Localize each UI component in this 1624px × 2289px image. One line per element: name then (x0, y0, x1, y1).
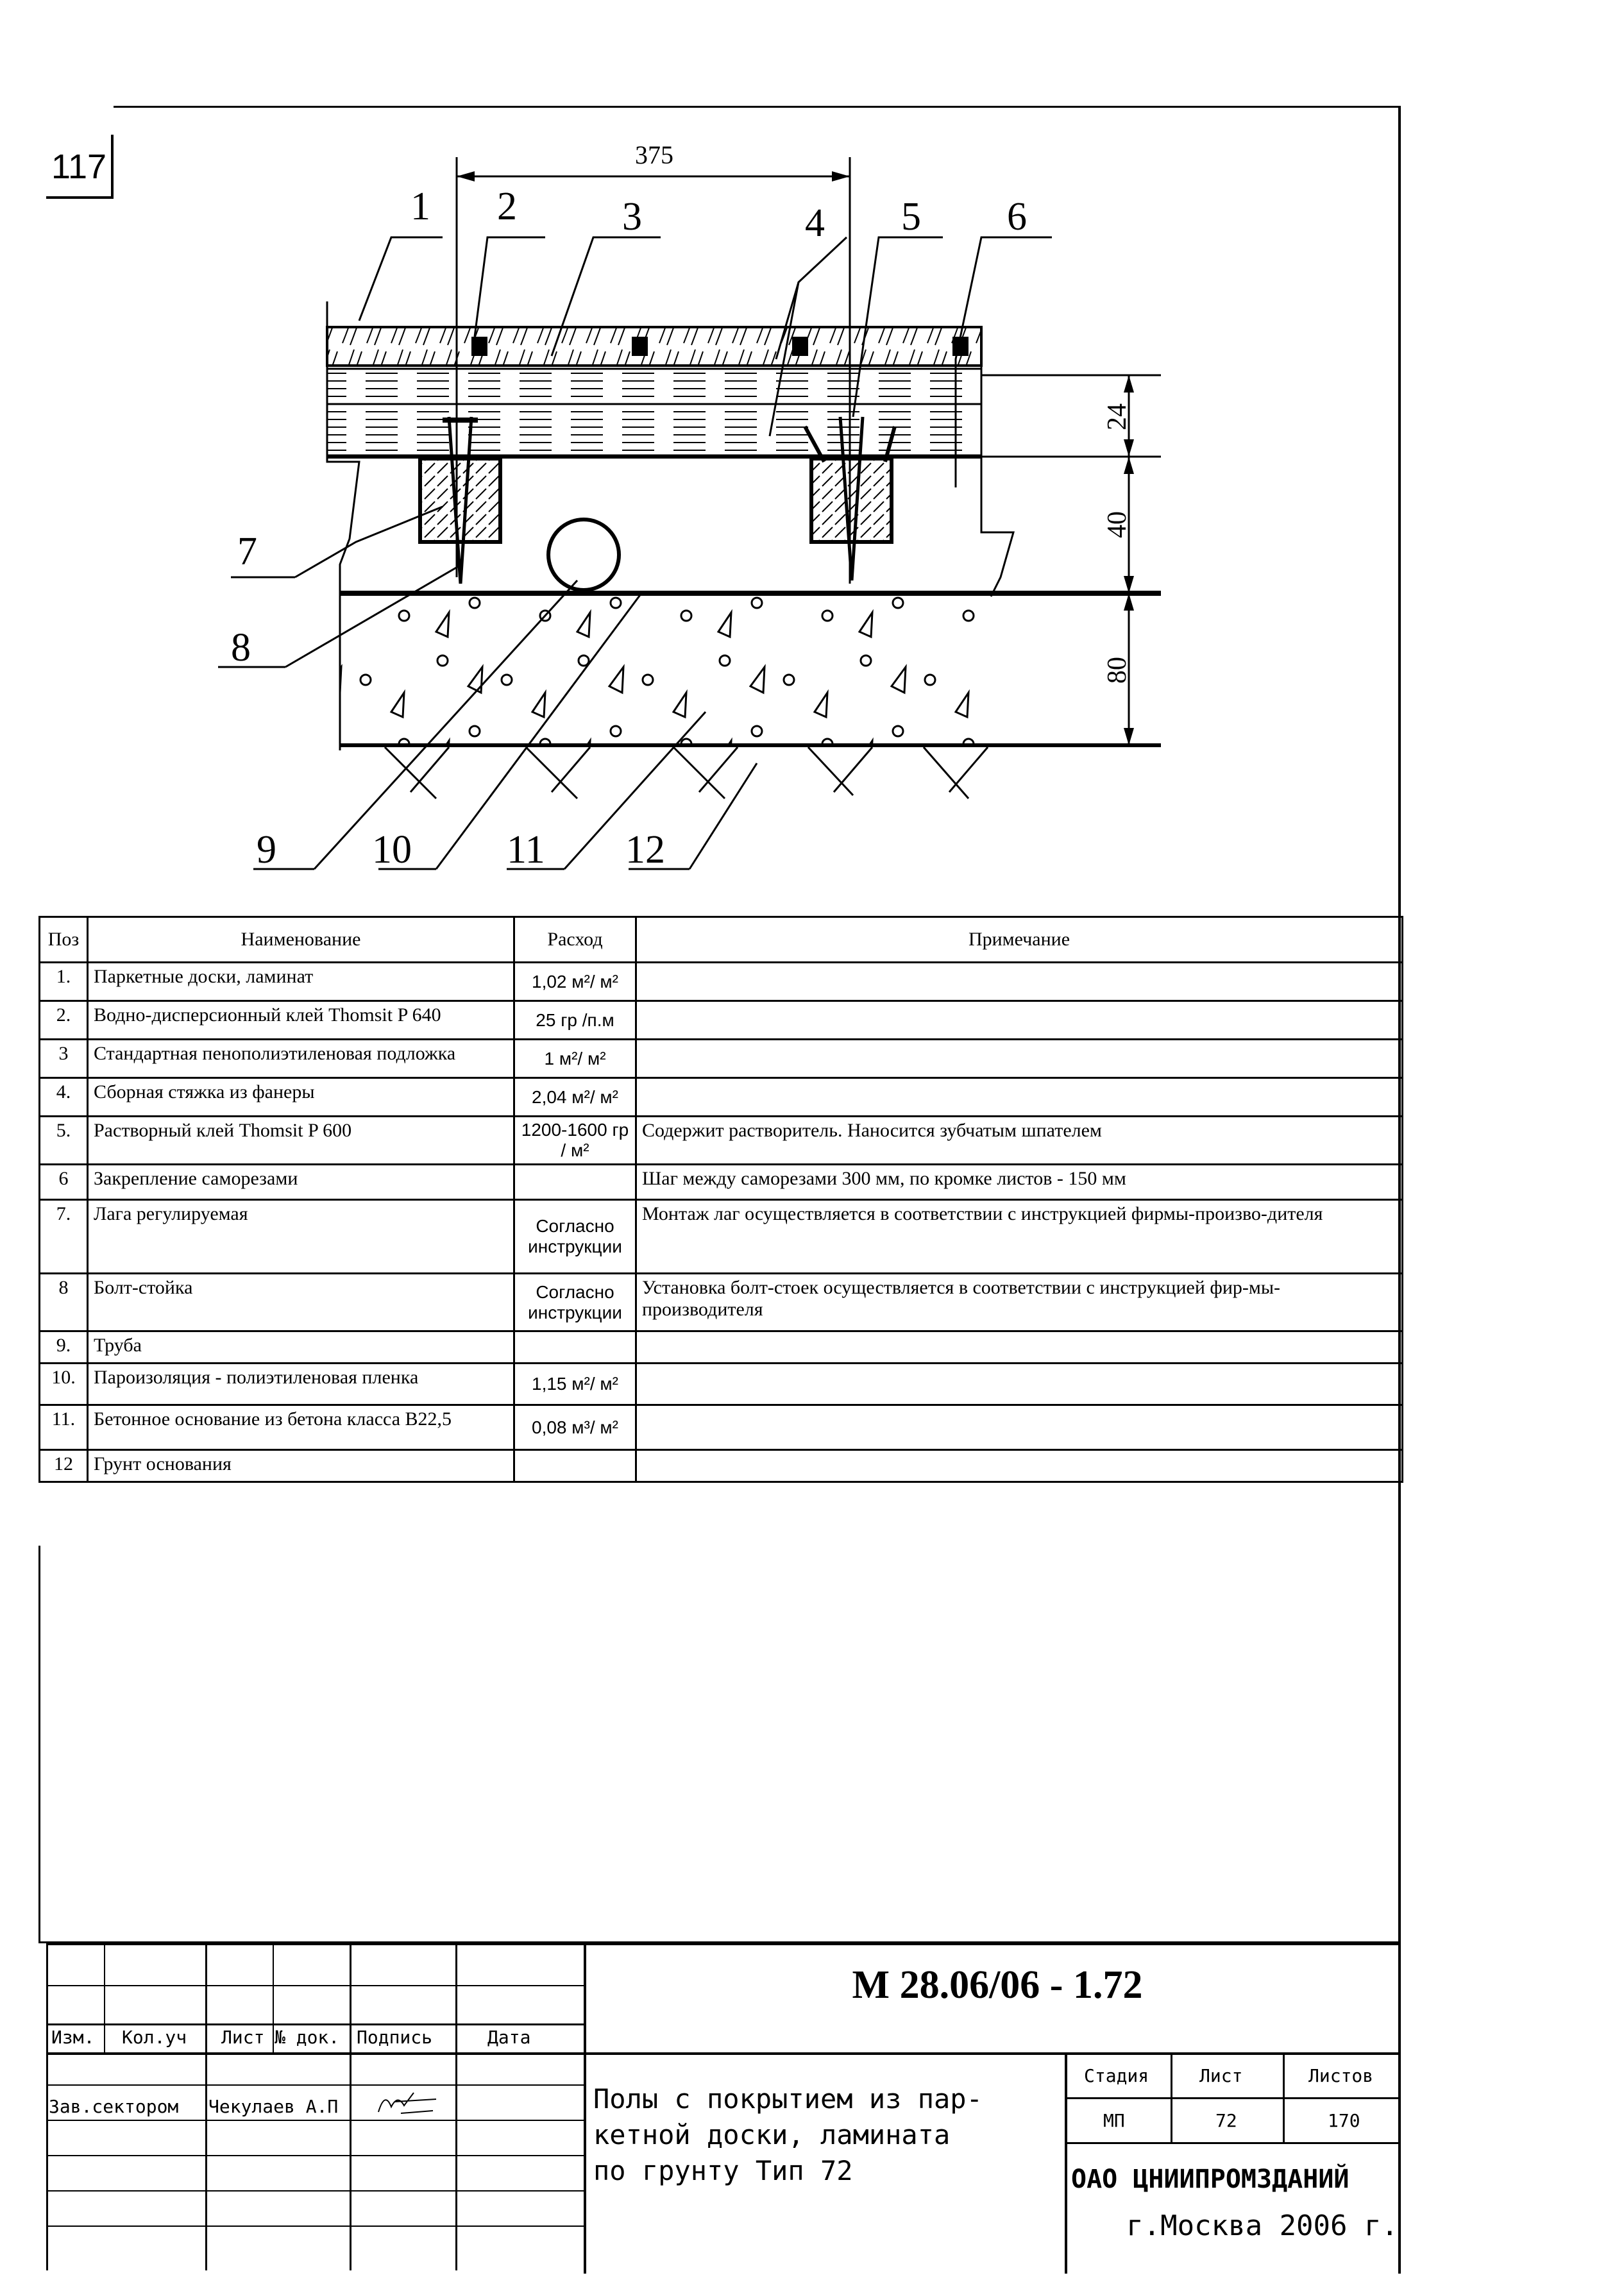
stage-label: Стадия (1084, 2065, 1149, 2086)
cell-note: Установка болт-стоек осуществляется в соответствии с инструкцией фир-мы-производителя (636, 1274, 1403, 1331)
callout-9: 9 (257, 828, 276, 872)
cell-note (636, 1040, 1403, 1078)
cell-qty: 25 гр /п.м (514, 1001, 636, 1040)
callout-1: 1 (410, 185, 430, 228)
cell-name: Труба (88, 1331, 514, 1364)
table-row (40, 963, 1403, 1001)
cell-name: Растворный клей Thomsit P 600 (88, 1117, 514, 1165)
sheet-number: 117 (46, 135, 114, 199)
callout-12: 12 (625, 828, 665, 872)
cell-name: Паркетные доски, ламинат (88, 963, 514, 1001)
table-row (40, 1078, 1403, 1117)
callout-11: 11 (507, 828, 545, 872)
cell-note (636, 1450, 1403, 1482)
specification-table (38, 916, 1403, 1483)
cell-note (636, 1331, 1403, 1364)
col-list: Лист (221, 2027, 265, 2048)
cell-name: Закрепление саморезами (88, 1165, 514, 1200)
header-note: Примечание (636, 917, 1403, 963)
col-kol-uch: Кол.уч (122, 2027, 187, 2048)
cell-name: Сборная стяжка из фанеры (88, 1078, 514, 1117)
cell-qty: 1,02 м²/ м² (514, 963, 636, 1001)
cell-pos: 2. (40, 1001, 88, 1040)
person-name: Чекулаев А.П (208, 2096, 339, 2117)
header-qty: Расход (514, 917, 636, 963)
cell-qty (514, 1165, 636, 1200)
cell-name: Лага регулируемая (88, 1200, 514, 1274)
callout-7: 7 (237, 530, 257, 573)
dim-40: 40 (1103, 511, 1132, 538)
cell-note: Шаг между саморезами 300 мм, по кромке листов - 150 мм (636, 1165, 1403, 1200)
cell-pos: 12 (40, 1450, 88, 1482)
role-label: Зав.сектором (49, 2096, 179, 2117)
cell-name: Стандартная пенополиэтиленовая подложка (88, 1040, 514, 1078)
cell-note: Содержит растворитель. Наносится зубчатым шпателем (636, 1117, 1403, 1165)
signature-mark (375, 2088, 439, 2116)
dim-24: 24 (1103, 403, 1132, 430)
cell-qty: 2,04 м²/ м² (514, 1078, 636, 1117)
callout-4: 4 (805, 201, 825, 245)
col-signature: Подпись (357, 2027, 433, 2048)
table-empty-area (38, 1546, 1400, 1943)
table-row (40, 1001, 1403, 1040)
callout-6: 6 (1007, 195, 1027, 239)
sheet-label: Лист (1199, 2065, 1243, 2086)
table-row (40, 1040, 1403, 1078)
dim-375: 375 (635, 140, 673, 169)
table-row (40, 1200, 1403, 1274)
cell-pos: 10. (40, 1364, 88, 1405)
sheets-label: Листов (1308, 2065, 1374, 2086)
cell-pos: 4. (40, 1078, 88, 1117)
cell-note (636, 1364, 1403, 1405)
col-doc: № док. (275, 2027, 340, 2048)
header-name: Наименование (88, 917, 514, 963)
callout-3: 3 (622, 195, 642, 239)
cell-qty: 1200-1600 гр / м² (514, 1117, 636, 1165)
cell-qty (514, 1450, 636, 1482)
cell-pos: 9. (40, 1331, 88, 1364)
cell-pos: 3 (40, 1040, 88, 1078)
cell-qty: 1,15 м²/ м² (514, 1364, 636, 1405)
cell-name: Бетонное основание из бетона класса В22,5 (88, 1405, 514, 1450)
cell-name: Водно-дисперсионный клей Thomsit P 640 (88, 1001, 514, 1040)
col-izm: Изм. (51, 2027, 95, 2048)
col-date: Дата (487, 2027, 531, 2048)
table-row (40, 1117, 1403, 1165)
sheets-value: 170 (1328, 2110, 1360, 2131)
cell-pos: 11. (40, 1405, 88, 1450)
cell-note (636, 963, 1403, 1001)
callout-10: 10 (372, 828, 412, 872)
callout-2: 2 (497, 185, 517, 228)
drawing-title: Полы с покрытием из пар- кетной доски, ламината по грунту Тип 72 (593, 2083, 983, 2186)
dim-80: 80 (1103, 657, 1132, 684)
cell-qty: 1 м²/ м² (514, 1040, 636, 1078)
cell-qty: Согласно инструкции (514, 1274, 636, 1331)
organization: ОАО ЦНИИПРОМЗДАНИЙ (1071, 2165, 1349, 2194)
header-pos: Поз (40, 917, 88, 963)
cell-note (636, 1405, 1403, 1450)
cell-pos: 1. (40, 963, 88, 1001)
cell-pos: 7. (40, 1200, 88, 1274)
cell-qty (514, 1331, 636, 1364)
callout-8: 8 (231, 626, 251, 670)
table-row (40, 1405, 1403, 1450)
cell-name: Болт-стойка (88, 1274, 514, 1331)
table-row (40, 1364, 1403, 1405)
table-row (40, 1331, 1403, 1364)
callout-5: 5 (901, 195, 921, 239)
stage-value: МП (1103, 2110, 1125, 2131)
cell-qty: Согласно инструкции (514, 1200, 636, 1274)
cell-qty: 0,08 м³/ м² (514, 1405, 636, 1450)
floor-section-drawing (0, 0, 1624, 911)
sheet-value: 72 (1215, 2110, 1237, 2131)
table-row (40, 1274, 1403, 1331)
cell-pos: 8 (40, 1274, 88, 1331)
cell-pos: 5. (40, 1117, 88, 1165)
table-header-row (40, 917, 1403, 963)
cell-pos: 6 (40, 1165, 88, 1200)
cell-note: Монтаж лаг осуществляется в соответствии с инструкцией фирмы-произво-дителя (636, 1200, 1403, 1274)
cell-note (636, 1078, 1403, 1117)
table-body (40, 963, 1403, 1482)
cell-note (636, 1001, 1403, 1040)
cell-name: Грунт основания (88, 1450, 514, 1482)
table-row (40, 1165, 1403, 1200)
cell-name: Пароизоляция - полиэтиленовая пленка (88, 1364, 514, 1405)
document-code: М 28.06/06 - 1.72 (852, 1963, 1143, 2007)
city-year: г.Москва 2006 г. (1126, 2209, 1398, 2242)
table-row (40, 1450, 1403, 1482)
